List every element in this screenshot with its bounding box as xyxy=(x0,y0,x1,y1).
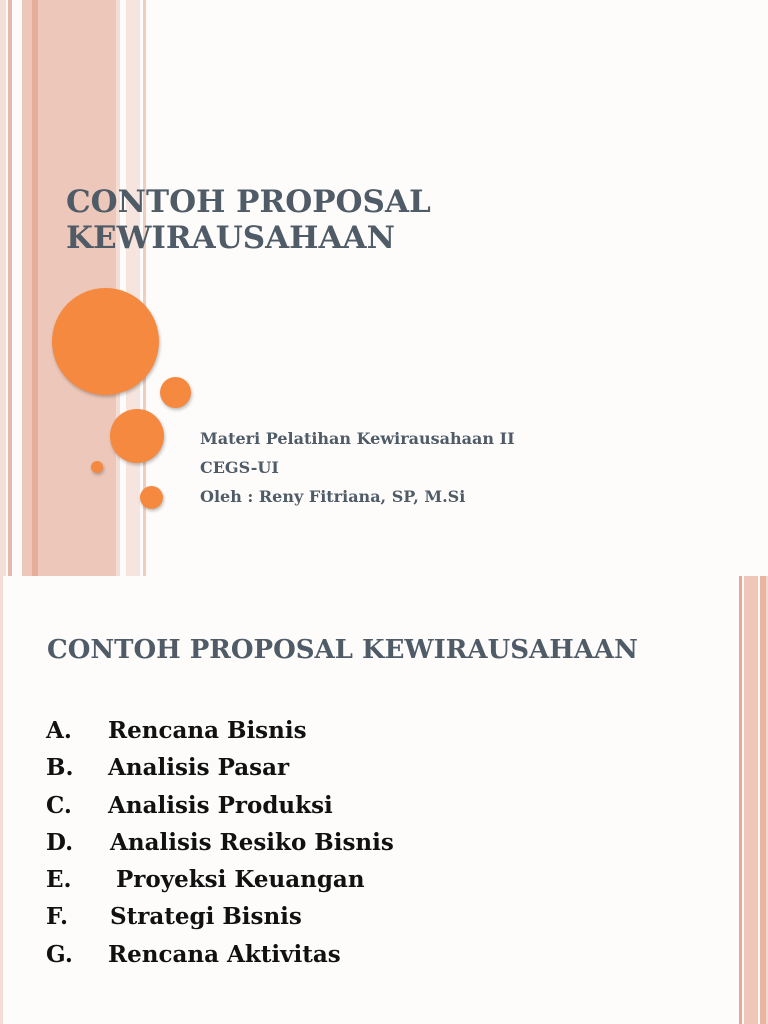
decorative-stripe xyxy=(0,0,6,576)
decorative-stripe xyxy=(8,0,12,576)
decorative-stripe xyxy=(32,0,38,576)
list-item xyxy=(46,861,686,898)
decorative-stripe xyxy=(744,576,758,1024)
decorative-stripe xyxy=(116,0,120,576)
list-item-text: Analisis Resiko Bisnis xyxy=(110,828,394,856)
list-item-letter: F. xyxy=(46,903,69,931)
list-item-letter: A. xyxy=(46,717,72,744)
list-item-letter: G. xyxy=(46,940,73,968)
list-item xyxy=(46,712,686,749)
list-item-text: Analisis Pasar xyxy=(108,754,290,782)
list-item xyxy=(46,824,686,861)
decorative-stripe xyxy=(739,576,742,1024)
list-item xyxy=(46,898,686,935)
list-item xyxy=(46,936,686,973)
decorative-stripe xyxy=(126,0,140,576)
list-item xyxy=(46,749,686,786)
slide-subtitle xyxy=(200,424,720,511)
slide-title: CONTOH PROPOSAL KEWIRAUSAHAAN xyxy=(66,184,431,256)
list-item-text: Rencana Aktivitas xyxy=(108,940,341,968)
decorative-circle-medium xyxy=(110,409,164,463)
subtitle-line: Materi Pelatihan Kewirausahaan II xyxy=(200,429,515,448)
decorative-circle-large xyxy=(52,288,159,395)
list-item-letter: E. xyxy=(46,866,72,894)
decorative-circle-small xyxy=(140,486,163,509)
list-item-text: Rencana Bisnis xyxy=(108,717,307,744)
subtitle-line: Oleh : Reny Fitriana, SP, M.Si xyxy=(200,487,466,506)
list-item-letter: C. xyxy=(46,791,72,819)
outline-list xyxy=(46,712,686,973)
list-item-text: Proyeksi Keuangan xyxy=(116,866,365,894)
decorative-stripe xyxy=(0,576,3,1024)
list-item-letter: B. xyxy=(46,754,74,782)
decorative-circle-small xyxy=(160,377,191,408)
content-title: CONTOH PROPOSAL KEWIRAUSAHAAN xyxy=(47,635,638,665)
list-item-letter: D. xyxy=(46,828,74,856)
list-item-text: Strategi Bisnis xyxy=(110,903,302,931)
list-item-text: Analisis Produksi xyxy=(108,791,333,819)
list-item xyxy=(46,787,686,824)
subtitle-line: CEGS-UI xyxy=(200,458,279,477)
decorative-circle-tiny xyxy=(91,461,103,473)
